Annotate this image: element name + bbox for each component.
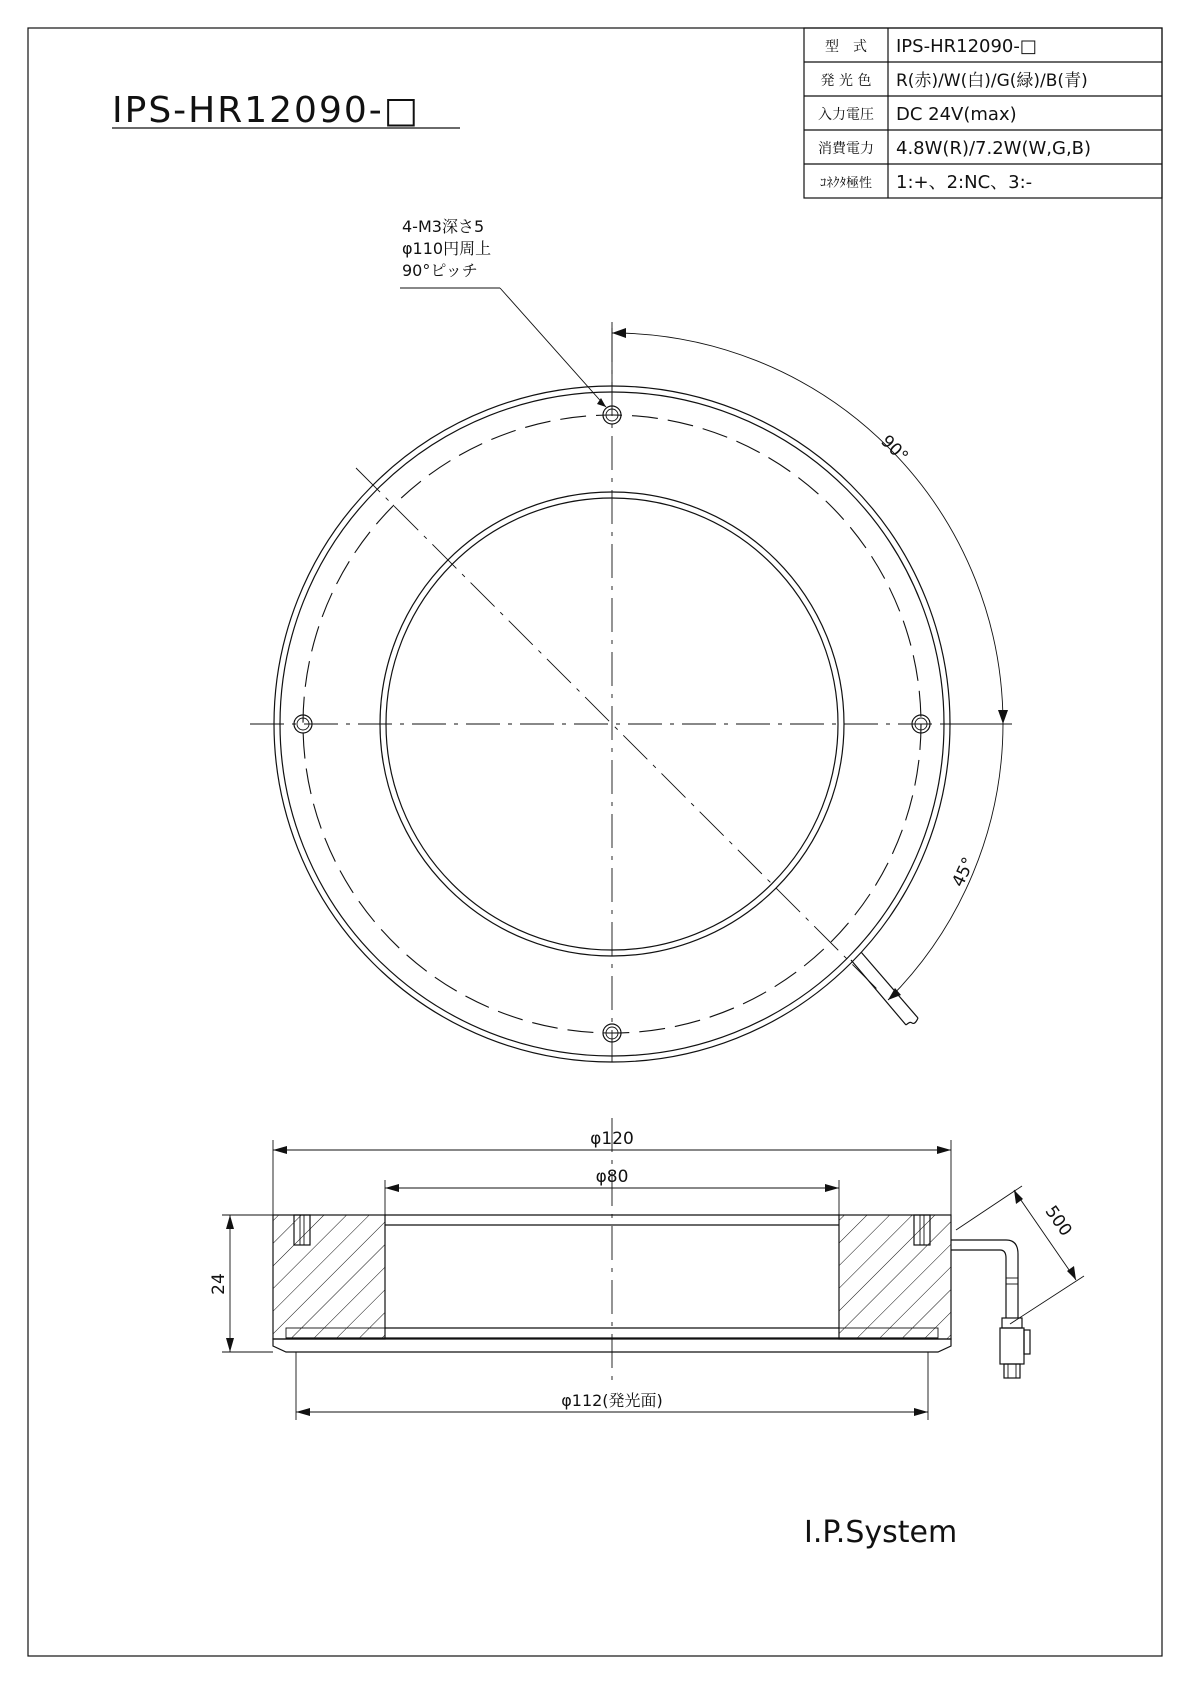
dim-inner-label: φ80: [595, 1167, 629, 1187]
cable: [951, 1240, 1018, 1318]
section-right-body: [839, 1215, 951, 1339]
angle-90-label: 90°: [876, 431, 912, 467]
mounting-hole-left: [294, 715, 312, 733]
top-view: [250, 217, 1012, 1062]
spec-value-polarity: 1:+、2:NC、3:-: [896, 172, 1033, 193]
spec-value-model: IPS-HR12090-□: [896, 36, 1037, 57]
dim-cable-label: 500: [1040, 1202, 1076, 1241]
dim-emit-label: φ112(発光面): [561, 1391, 663, 1410]
hole-note-line-2: φ110円周上: [402, 239, 492, 258]
spec-label-voltage: 入力電圧: [818, 107, 874, 123]
spec-value-voltage: DC 24V(max): [896, 104, 1017, 125]
company-name: I.P.System: [804, 1515, 958, 1550]
spec-value-color: R(赤)/W(白)/G(緑)/B(青): [896, 71, 1088, 91]
angle-dimension-45: [888, 724, 1003, 1000]
dimension-height: [209, 1215, 273, 1352]
hole-note-line-1: 4-M3深さ5: [402, 217, 485, 236]
spec-label-power: 消費電力: [818, 141, 874, 157]
spec-label-color: 発 光 色: [820, 73, 872, 89]
spec-table: [804, 28, 1162, 198]
section-left-body: [273, 1215, 385, 1339]
spec-value-power: 4.8W(R)/7.2W(W,G,B): [896, 138, 1092, 159]
center-line-diagonal: [356, 468, 880, 992]
connector: [1000, 1318, 1030, 1378]
cable-exit: [851, 952, 918, 1025]
spec-label-polarity: ｺﾈｸﾀ極性: [819, 176, 873, 191]
spec-label-model: 型 式: [825, 39, 867, 55]
hole-note: [400, 217, 606, 407]
drawing-title: IPS-HR12090-□: [112, 90, 420, 131]
hole-note-line-3: 90°ピッチ: [402, 261, 478, 280]
side-view: [209, 1118, 1084, 1420]
dimension-cable-length: [956, 1186, 1084, 1324]
dim-outer-label: φ120: [590, 1129, 634, 1149]
dim-height-label: 24: [209, 1273, 229, 1295]
angle-45-label: 45°: [948, 854, 980, 891]
angle-dimension-90: [612, 322, 1012, 724]
